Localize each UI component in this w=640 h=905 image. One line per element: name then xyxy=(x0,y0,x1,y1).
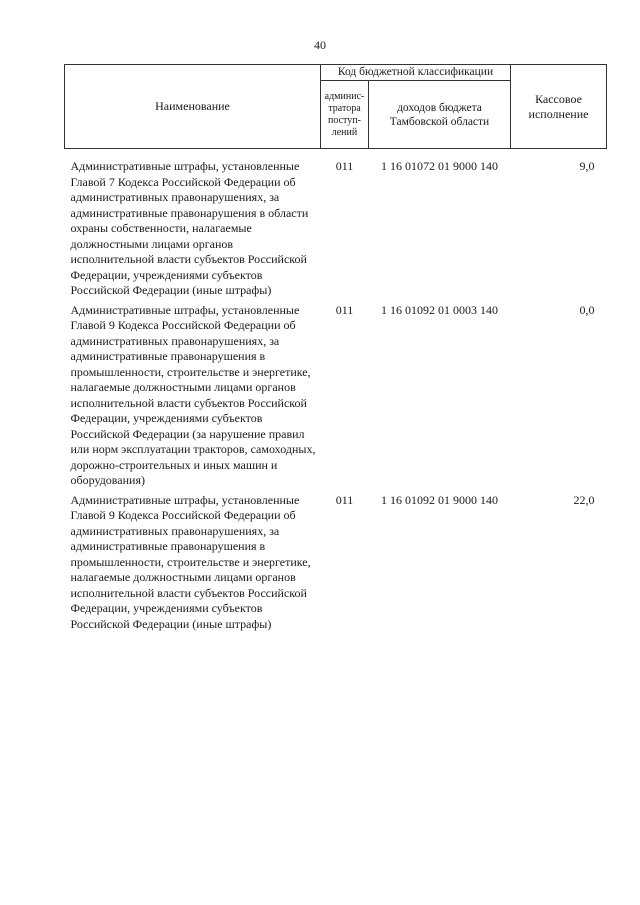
table-body xyxy=(65,149,607,635)
table-row xyxy=(65,491,607,635)
header-admin-code xyxy=(321,81,369,149)
header-code-group: Код бюджетной классификации xyxy=(321,65,511,81)
header-name: Наименование xyxy=(65,65,321,149)
page-number: 40 xyxy=(314,38,326,52)
row-amount: 0,0 xyxy=(579,302,595,317)
header-execution-text: Кассовое исполнение xyxy=(528,91,589,121)
row-amount: 9,0 xyxy=(579,159,595,173)
row-amount: 22,0 xyxy=(573,492,595,507)
row-admin-code: 011 xyxy=(335,159,354,173)
row-income-code: 1 16 01092 01 0003 140 xyxy=(381,302,498,317)
row-name: Административные штрафы, установленные Главой 9 Кодекса Российской Федерации об административных правонарушениях, за административные правонарушения в промышленности, строительстве и энергетике, налагаемые должностными лицами органов исполнительной власти субъектов Российской Федерации, учреждениями субъектов Российской Федерации (иные штрафы) xyxy=(70,492,311,631)
table-row xyxy=(65,149,607,301)
table-header xyxy=(65,65,607,149)
header-income-code xyxy=(369,81,511,149)
row-admin-code: 011 xyxy=(335,492,354,507)
row-income-code: 1 16 01072 01 9000 140 xyxy=(381,159,498,173)
header-income-code-text: доходов бюджета Тамбовской области xyxy=(389,101,490,128)
budget-execution-table xyxy=(64,64,607,634)
row-admin-code: 011 xyxy=(335,302,354,317)
row-income-code: 1 16 01092 01 9000 140 xyxy=(381,492,498,507)
header-admin-code-text: админис- тратора поступ- лений xyxy=(324,90,365,138)
row-name: Административные штрафы, установленные Главой 9 Кодекса Российской Федерации об административных правонарушениях, за административные правонарушения в промышленности, строительстве и энергетике, налагаемые должностными лицами органов исполнительной власти субъектов Российской Федерации, учреждениями субъектов Российской Федерации (за нарушение правил или норм эксплуатации тракторов, самоходных, дорожно-строительных и иных машин и оборудования) xyxy=(70,302,316,487)
table-row xyxy=(65,301,607,491)
header-execution xyxy=(511,65,607,149)
row-name: Административные штрафы, установленные Главой 7 Кодекса Российской Федерации об административных правонарушениях, за административные правонарушения в области охраны собственности, налагаемые должностными лицами органов исполнительной власти субъектов Российской Федерации, учреждениями субъектов Российской Федерации (иные штрафы) xyxy=(70,159,309,297)
